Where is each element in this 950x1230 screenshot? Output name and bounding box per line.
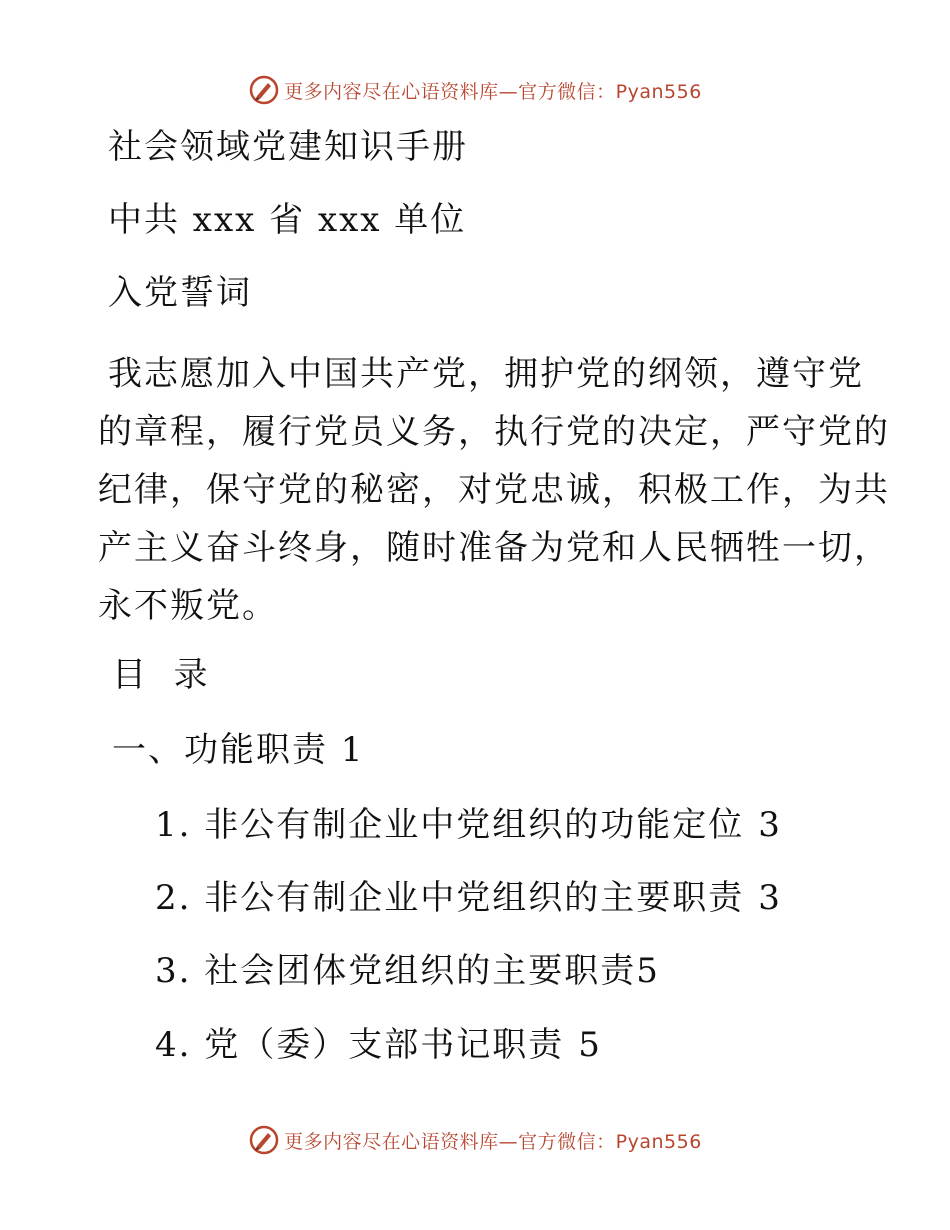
toc-item-page: 5 — [578, 1025, 602, 1065]
toc-item[interactable] — [155, 805, 782, 845]
toc-item-label: 2. 非公有制企业中党组织的主要职责 — [155, 878, 745, 918]
watermark-banner-top — [0, 70, 950, 110]
pen-logo-icon — [248, 1124, 280, 1156]
toc-section: 一、功能职责 1 — [112, 730, 365, 770]
toc-item-page: 5 — [636, 951, 660, 991]
toc-item-label: 1. 非公有制企业中党组织的功能定位 — [155, 805, 745, 845]
toc-item-page: 3 — [758, 805, 782, 845]
document-unit: 中共 xxx 省 xxx 单位 — [108, 200, 467, 240]
toc-item-label: 4. 党（委）支部书记职责 — [155, 1025, 565, 1065]
toc-item-label: 3. 社会团体党组织的主要职责 — [155, 951, 637, 991]
oath-paragraph — [98, 345, 890, 635]
watermark-text: 更多内容尽在心语资料库—官方微信：Pyan556 — [284, 80, 702, 103]
oath-line: 永不叛党。 — [98, 586, 278, 626]
oath-line: 我志愿加入中国共产党，拥护党的纲领，遵守党 — [108, 354, 864, 394]
toc-item[interactable] — [155, 951, 660, 991]
watermark-banner-bottom — [0, 1120, 950, 1160]
toc-item[interactable] — [155, 878, 782, 918]
oath-line: 的章程，履行党员义务，执行党的决定，严守党的 — [98, 412, 890, 452]
oath-heading: 入党誓词 — [108, 273, 252, 313]
oath-line: 纪律，保守党的秘密，对党忠诚，积极工作，为共 — [98, 470, 890, 510]
toc-heading: 目 录 — [112, 655, 210, 695]
pen-logo-icon — [248, 74, 280, 106]
document-title: 社会领域党建知识手册 — [108, 127, 468, 167]
oath-line: 产主义奋斗终身，随时准备为党和人民牺牲一切， — [98, 528, 890, 568]
toc-item-page: 3 — [758, 878, 782, 918]
toc-item[interactable] — [155, 1025, 602, 1065]
watermark-text: 更多内容尽在心语资料库—官方微信：Pyan556 — [284, 1130, 702, 1153]
